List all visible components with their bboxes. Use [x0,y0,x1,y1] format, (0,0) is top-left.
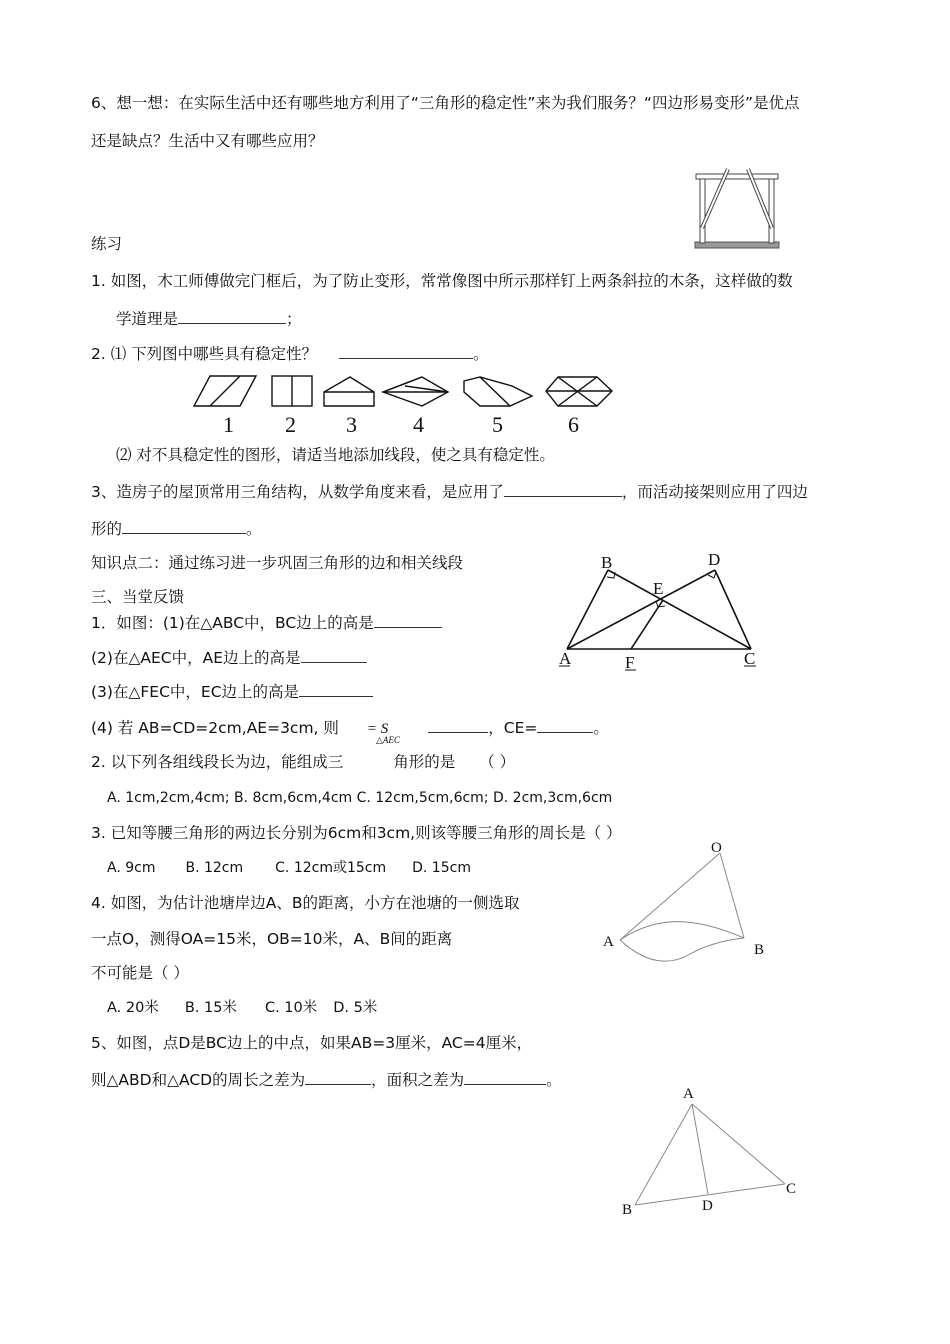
practice-q3-blank2[interactable] [122,517,246,534]
feedback-q4-line2: 一点O，测得OA=15米，OB=10米，A、B间的距离 [91,930,453,948]
q6-line1: 6、想一想：在实际生活中还有哪些地方利用了“三角形的稳定性”来为我们服务？“四边形易变形”是优点 [91,94,800,112]
label-a: A [559,649,572,668]
label-d: D [708,550,721,569]
segment-ac-mid [692,1104,785,1184]
shape-2 [272,376,312,406]
feedback-q1-1: 1．如图：(1)在△ABC中，BC边上的高是 [91,611,442,634]
pond-lower-edge [620,938,744,961]
feedback-q5-line1: 5、如图，点D是BC边上的中点，如果AB=3厘米，AC=4厘米， [91,1034,533,1052]
area-subscript: △AEC [376,735,400,745]
door-top-beam [696,174,778,179]
door-frame-figure [690,166,785,252]
pond-figure [598,836,773,971]
label-o: O [711,840,722,856]
shape-label-6: 6 [568,412,579,437]
midpoint-triangle-figure [615,1080,805,1220]
shape-3 [324,377,374,406]
door-left-post [700,174,705,243]
shape-label-5: 5 [492,412,503,437]
label-c: C [744,649,756,668]
practice-heading: 练习 [91,235,123,253]
feedback-q4-options: A. 20米 B. 15米 C. 10米 D. 5米 [107,1000,378,1016]
door-ground [695,242,779,248]
segment-ab-mid [635,1104,692,1205]
feedback-q2-options: A. 1cm,2cm,4cm; B. 8cm,6cm,4cm C. 12cm,5cm,6cm; D. 2cm,3cm,6cm [107,790,613,806]
shape-4 [383,377,448,406]
segment-bc [608,570,751,649]
shape-6 [546,377,612,406]
feedback-q1-4: (4) 若 AB=CD=2cm,AE=3cm, 则 = S ，CE= 。 [91,716,609,740]
segment-ob [720,853,744,938]
label-f: F [625,653,635,672]
label-a-mid: A [683,1086,694,1102]
feedback-q1-2: (2)在△AEC中，AE边上的高是 [91,646,367,669]
knowledge2-heading: 知识点二：通过练习进一步巩固三角形的边和相关线段 [91,554,464,572]
area-symbol: = S [366,721,389,737]
label-b-mid: B [622,1202,633,1218]
feedback-q4-line1: 4. 如图，为估计池塘岸边A、B的距离，小方在池塘的一侧选取 [91,894,520,912]
label-d-mid: D [702,1198,713,1214]
practice-q2-1: 2. ⑴ 下列图中哪些具有稳定性？ 。 [91,342,489,365]
shape-1 [194,376,256,406]
practice-q1-answer-blank[interactable] [178,307,286,324]
door-right-post [769,174,774,243]
segment-ab [567,570,608,649]
feedback-q1-1-blank[interactable] [374,611,442,628]
label-b: B [601,553,613,572]
feedback-q1-4-blank2[interactable] [537,716,593,733]
label-b-pond: B [754,942,765,958]
segment-oa [620,853,720,940]
practice-q3-blank1[interactable] [504,480,622,497]
feedback-q1-3-blank[interactable] [299,680,373,697]
feedback-q2: 2. 以下列各组线段长为边，能组成三 角形的是 （ ） [91,753,516,771]
feedback-q1-2-blank[interactable] [301,646,367,663]
feedback-q1-4-blank1[interactable] [428,716,488,733]
label-a-pond: A [603,934,614,950]
triangle-heights-figure [555,548,770,673]
shape-label-4: 4 [413,412,424,437]
practice-q1-line1: 1. 如图，木工师傅做完门框后，为了防止变形，常常像图中所示那样钉上两条斜拉的木条，这样做的数 [91,272,793,290]
practice-q3-line1: 3、造房子的屋顶常用三角结构，从数学角度来看，是应用了 ，而活动接架则应用了四边 [91,480,808,503]
label-c-mid: C [786,1181,797,1197]
shape-label-2: 2 [285,412,296,437]
feedback-q3-options: A. 9cm B. 12cm C. 12cm或15cm D. 15cm [107,860,471,876]
label-e: E [653,579,664,598]
feedback-q5-line2: 则△ABD和△ACD的周长之差为 ，面积之差为 。 [91,1068,562,1091]
feedback-q4-line3: 不可能是（ ） [91,964,189,982]
shape-label-1: 1 [223,412,234,437]
segment-dc [715,570,751,649]
feedback-q5-blank2[interactable] [464,1068,546,1085]
shape-label-3: 3 [346,412,357,437]
practice-q1-line2: 学道理是 ； [116,307,302,330]
segment-ad [567,570,715,649]
practice-q3-line2: 形的 。 [91,517,262,540]
segment-ad-median [692,1104,708,1194]
q6-line2: 还是缺点？生活中又有哪些应用？ [91,132,324,150]
shape-5 [464,377,532,406]
stability-shapes-figure [190,372,620,438]
practice-q2-answer-blank[interactable] [339,342,473,359]
feedback-heading: 三、当堂反馈 [91,588,185,606]
feedback-q3: 3. 已知等腰三角形的两边长分别为6cm和3cm,则该等腰三角形的周长是（ ） [91,824,622,842]
practice-q2-2: ⑵ 对不具稳定性的图形，请适当地添加线段，使之具有稳定性。 [116,446,555,464]
feedback-q1-3: (3)在△FEC中，EC边上的高是 [91,680,373,703]
feedback-q5-blank1[interactable] [305,1068,371,1085]
